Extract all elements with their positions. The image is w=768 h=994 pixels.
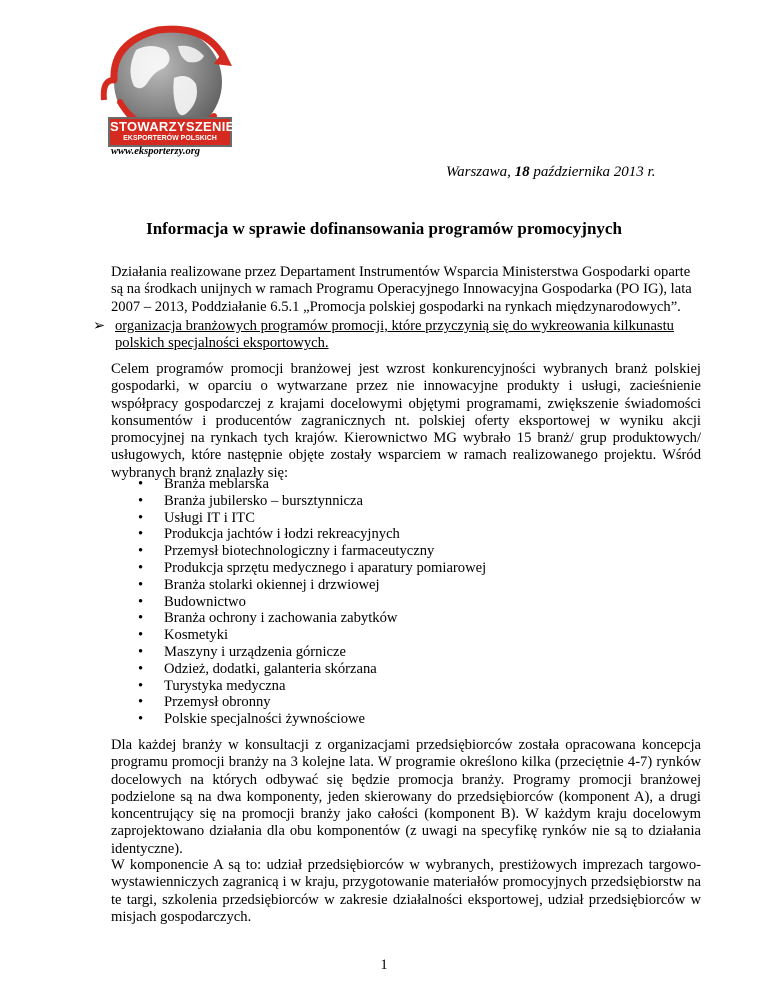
list-item: • Przemysł biotechnologiczny i farmaceutyczny [138,543,486,560]
document-date: Warszawa, 18 października 2013 r. [446,164,656,180]
document-title: Informacja w sprawie dofinansowania programów promocyjnych [146,219,622,238]
list-item: • Branża ochrony i zachowania zabytków [138,610,486,627]
website-url[interactable]: www.eksporterzy.org [111,146,201,157]
logo-subname: EKSPORTERÓW POLSKICH [123,135,217,142]
list-item: • Branża jubilersko – bursztynnicza [138,493,486,510]
date-day: 18 [514,164,530,180]
page-number: 1 [380,957,388,973]
intro-paragraph: Działania realizowane przez Departament Instrumentów Wsparcia Ministerstwa Gospodarki oparte są na środkach unijnych w ramach Programu Operacyjnego Innowacyjna Gospodarka (PO IG), lata 2007 – 2013, Poddziałanie 6.5.1 „Promocja polskiej gospodarki na rynkach międzynarodowych”. [111,264,692,315]
list-item: • Branża meblarska [138,476,486,493]
paragraph-concept: Dla każdej branży w konsultacji z organizacjami przedsiębiorców została opracowana koncepcja programu promocji branży na 3 kolejne lata. W programie określono kilka (przeciętnie 4-7) rynków docelowych na których odbywać się będzie promocja branży. Programy promocji branżowej podzielone są na dwa komponenty, jeden skierowany do przedsiębiorców (komponent A), a drugi koncentrujący się na promocji branży jako całości (komponent B). W każdym kraju docelowym zaprojektowano działania dla obu komponentów (z uwagi na specyfikę rynków nie są to działania identyczne). [111,737,701,857]
list-item: • Usługi IT i ITC [138,510,486,527]
section-heading: organizacja branżowych programów promocji, które przyczynią się do wykreowania kilkunastu polskich specjalności eksportowych. [115,318,674,352]
list-item: • Maszyny i urządzenia górnicze [138,644,486,661]
list-item: • Turystyka medyczna [138,678,486,695]
list-item: • Odzież, dodatki, galanteria skórzana [138,661,486,678]
paragraph-component-a: W komponencie A są to: udział przedsiębiorców w wybranych, prestiżowych imprezach targowo-wystawienniczych zagranicą i w kraju, przygotowanie materiałów promocyjnych przedsiębiorstw na te targi, szkolenia przedsiębiorców w zakresie działalności eksportowej, udział przedsiębiorców w misjach gospodarczych. [111,857,701,925]
paragraph-goals: Celem programów promocji branżowej jest wzrost konkurencyjności wybranych branż polskiej gospodarki, w oparciu o wytwarzane przez nie innowacyjne produkty i usługi, zacieśnienie współpracy gospodarczej z krajami docelowymi objętymi programami, zwiększenie świadomości konsumentów i producentów zagranicznych nt. polskiej oferty eksportowej w wyniku akcji promocyjnej na rynkach tych krajów. Kierownictwo MG wybrało 15 branż/ grup produktowych/ usługowych, które następnie objęte zostały wsparciem w ramach realizowanego projektu. Wśród wybranych branż znalazły się: [111,361,701,481]
list-item: • Branża stolarki okiennej i drzwiowej [138,577,486,594]
list-item: • Produkcja sprzętu medycznego i aparatury pomiarowej [138,560,486,577]
industries-list [138,476,486,728]
list-item: • Kosmetyki [138,627,486,644]
list-item: • Produkcja jachtów i łodzi rekreacyjnych [138,526,486,543]
list-item: • Budownictwo [138,594,486,611]
logo-name: STOWARZYSZENIE [110,119,235,134]
list-item: • Polskie specjalności żywnościowe [138,711,486,728]
logo-banner [108,117,235,147]
list-item: • Przemysł obronny [138,694,486,711]
arrow-bullet-icon: ➢ [93,318,106,334]
